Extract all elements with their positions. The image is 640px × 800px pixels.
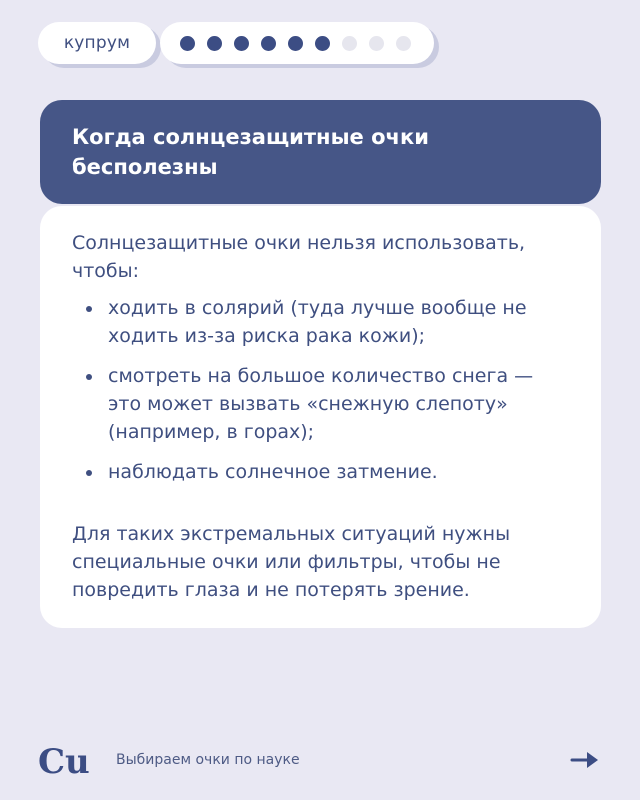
- progress-dot-8: [369, 36, 384, 51]
- progress-dot-3: [234, 36, 249, 51]
- progress-dot-7: [342, 36, 357, 51]
- list-item-text: ходить в солярий (туда лучше вообще не ходить из-за риска рака кожи);: [108, 297, 527, 347]
- list-item-text: наблюдать солнечное затмение.: [108, 461, 438, 483]
- bullet-icon: [86, 374, 92, 380]
- brand-name: купрум: [63, 33, 131, 53]
- bullet-icon: [86, 470, 92, 476]
- card-title: Когда солнцезащитные очки бесполезны: [72, 125, 429, 179]
- card-outro: Для таких экстремальных ситуаций нужны специальные очки или фильтры, чтобы не повредить глаза и не потерять зрение.: [72, 523, 511, 601]
- arrow-right-icon[interactable]: [570, 748, 600, 772]
- bullet-list: [72, 294, 569, 486]
- progress-dot-4: [261, 36, 276, 51]
- list-item: [72, 362, 569, 446]
- footer-tagline: Выбираем очки по науке: [116, 752, 300, 768]
- card-intro: Солнцезащитные очки нельзя использовать, чтобы:: [72, 232, 526, 282]
- card-body: [40, 206, 601, 628]
- progress-dot-2: [207, 36, 222, 51]
- progress-dot-5: [288, 36, 303, 51]
- list-item-text: смотреть на большое количество снега — это может вызвать «снежную слепоту» (например, в горах);: [108, 365, 534, 443]
- list-item: [72, 458, 569, 486]
- progress-dot-9: [396, 36, 411, 51]
- bullet-icon: [86, 306, 92, 312]
- logo-text: Cu: [38, 742, 90, 780]
- progress-dot-6: [315, 36, 330, 51]
- progress-dot-1: [180, 36, 195, 51]
- card-heading: [40, 100, 601, 204]
- list-item: [72, 294, 569, 350]
- brand-pill: [38, 22, 156, 64]
- slide-progress-indicator: [160, 22, 434, 64]
- cuprum-logo: [38, 740, 94, 780]
